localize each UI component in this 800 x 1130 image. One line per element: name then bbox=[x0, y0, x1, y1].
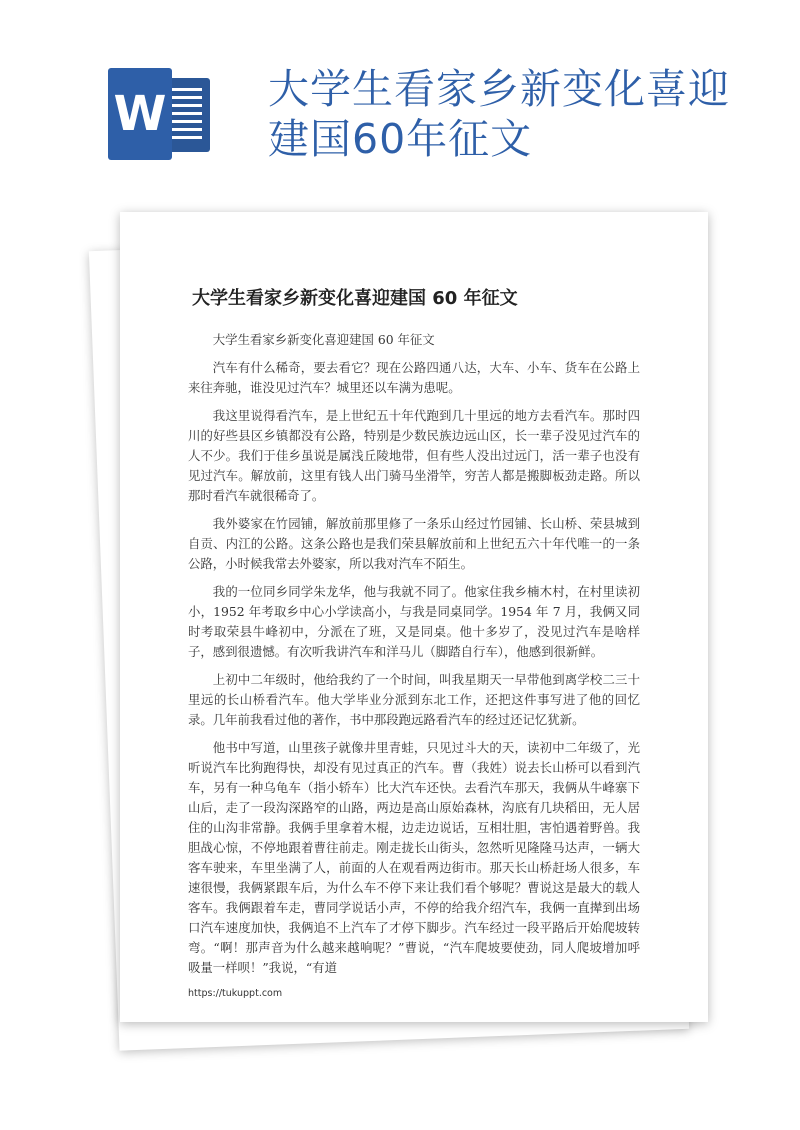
paragraph: 上初中二年级时，他给我约了一个时间，叫我星期天一早带他到离学校二三十里远的长山桥看汽车。他大学毕业分派到东北工作，还把这件事写进了他的回忆录。几年前我看过他的著作，书中那段跑远路看汽车的经过还记忆犹新。 bbox=[188, 672, 640, 727]
paragraph: 他书中写道，山里孩子就像井里青蛙，只见过斗大的天，读初中二年级了，光听说汽车比狗跑得快，却没有见过真正的汽车。曹（我姓）说去长山桥可以看到汽车，另有一种乌龟车（指小轿车）比大汽车还快。去看汽车那天，我俩从牛峰寨下山后，走了一段沟深路窄的山路，两边是高山原始森林，沟底有几块稻田，无人居住的山沟非常静。我俩手里拿着木棍，边走边说话，互相壮胆，害怕遇着野兽。我胆战心惊，不停地跟着曹往前走。刚走拢长山街头，忽然听见隆隆马达声，一辆大客车驶来，车里坐满了人，前面的人在观看两边街市。那天长山桥赶场人很多，车速很慢，我俩紧跟车后，为什么车不停下来让我们看个够呢？曹说这是最大的载人客车。我俩跟着车走，曹同学说话小声，不停的给我介绍汽车，我俩一直撵到出场口汽车速度加快，我俩追不上汽车了才停下脚步。汽车经过一段平路后开始爬坡转弯。“啊！那声音为什么越来越响呢？”曹说，“汽车爬坡要使劲，同人爬坡增加呼吸量一样呗！”我说，“有道 bbox=[188, 740, 640, 975]
paragraph: 我这里说得看汽车，是上世纪五十年代跑到几十里远的地方去看汽车。那时四川的好些县区乡镇都没有公路，特别是少数民族边远山区，长一辈子没见过汽车的人不少。我们于佳乡虽说是属浅丘陵地带，但有些人没出过远门，活一辈子也没有见过汽车。解放前，这里有钱人出门骑马坐滑竿，穷苦人都是搬脚板劲走路。所以那时看汽车就很稀奇了。 bbox=[188, 408, 640, 503]
paragraph: 我外婆家在竹园铺，解放前那里修了一条乐山经过竹园铺、长山桥、荣县城到自贡、内江的公路。这条公路也是我们荣县解放前和上世纪五六十年代唯一的一条公路，小时候我常去外婆家，所以我对汽车不陌生。 bbox=[188, 516, 640, 571]
document-body bbox=[188, 330, 640, 986]
document-page bbox=[120, 212, 708, 1022]
word-letter-badge: W bbox=[108, 68, 172, 160]
hero-title: 大学生看家乡新变化喜迎建国60年征文 bbox=[268, 65, 730, 163]
paragraph: 我的一位同乡同学朱龙华，他与我就不同了。他家住我乡楠木村，在村里读初小，1952 年考取乡中心小学读高小，与我是同桌同学。1954 年 7 月，我俩又同时考取荣县牛峰初中，分派在了班，又是同桌。他十多岁了，没见过汽车是啥样子，感到很遗憾。有次听我讲汽车和洋马儿（脚踏自行车），他感到很新鲜。 bbox=[188, 584, 640, 659]
word-document-icon bbox=[108, 68, 212, 160]
footer-url: https://tukuppt.com bbox=[188, 988, 283, 999]
paragraph: 汽车有什么稀奇，要去看它？现在公路四通八达，大车、小车、货车在公路上来往奔驰，谁没见过汽车？城里还以车满为患呢。 bbox=[188, 360, 640, 395]
document-title: 大学生看家乡新变化喜迎建国 60 年征文 bbox=[192, 288, 518, 309]
paragraph: 大学生看家乡新变化喜迎建国 60 年征文 bbox=[212, 332, 435, 347]
